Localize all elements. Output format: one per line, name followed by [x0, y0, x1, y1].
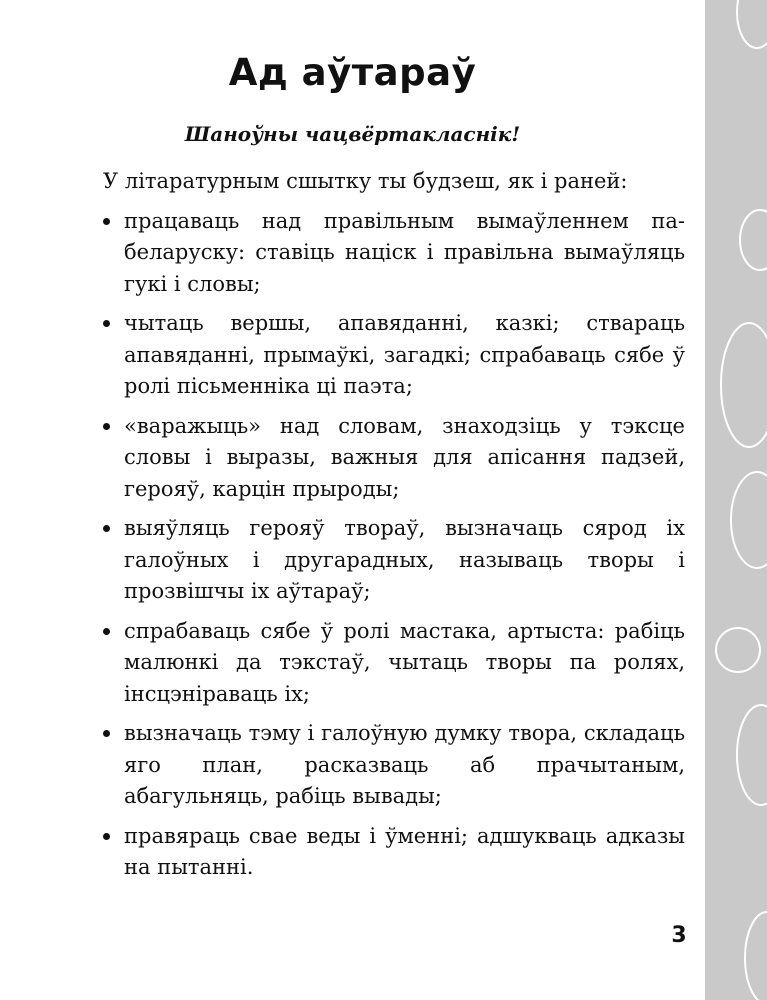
bubble-shape — [745, 912, 767, 1000]
list-item — [103, 411, 685, 506]
bullet-icon — [103, 628, 110, 635]
list-item — [103, 616, 685, 711]
intro-text: У літаратурным сшытку ты будзеш, як і раней: — [103, 169, 628, 193]
bubble-shape — [716, 628, 760, 672]
bubble-shape — [740, 210, 767, 270]
bullet-icon — [103, 730, 110, 737]
page-number: 3 — [671, 923, 687, 948]
bubble-shape — [737, 0, 767, 48]
skills-list — [103, 206, 685, 884]
bullet-icon — [103, 320, 110, 327]
list-item-text: спрабаваць сябе ў ролі мастака, артыста: рабіць малюнкі да тэкстаў, чытаць творы па ролях, інсцэніраваць іх; — [124, 618, 685, 706]
list-item — [103, 513, 685, 608]
bubbles-decoration — [705, 0, 767, 1000]
bubble-shape — [731, 472, 767, 568]
list-item-text: працаваць над правільным вымаўленнем па-беларуску: ставіць націск і правільна вымаўляць гукі і словы; — [124, 208, 685, 296]
page-title: Ад аўтараў — [228, 51, 477, 94]
list-item-text: выяўляць герояў твораў, вызначаць сярод іх галоўных і другарадных, называць творы і прозвішчы іх аўтараў; — [124, 516, 685, 603]
bullet-icon — [103, 833, 110, 840]
list-item-text: чытаць вершы, апавяданні, казкі; ствараць апавяданні, прымаўкі, загадкі; спрабаваць сябе ў ролі пісьменніка ці паэта; — [124, 311, 685, 398]
list-item — [103, 718, 685, 813]
list-item — [103, 308, 685, 403]
bullet-icon — [103, 525, 110, 532]
greeting: Шаноўны чацвёртакласнік! — [184, 122, 521, 146]
list-item-text: «варажыць» над словам, знаходзіць у тэксце словы і выразы, важныя для апісання падзей, герояў, карцін прыроды; — [124, 413, 685, 501]
list-item — [103, 821, 685, 884]
bullet-icon — [103, 423, 110, 430]
list-item — [103, 206, 685, 301]
bubble-shape — [737, 705, 767, 805]
list-item-text: правяраць свае веды і ўменні; адшукваць адказы на пытанні. — [124, 823, 685, 879]
decorative-side-strip — [705, 0, 767, 1000]
main-content — [103, 166, 685, 892]
bubble-shape — [721, 323, 767, 447]
list-item-text: вызначаць тэму і галоўную думку твора, складаць яго план, расказваць аб прачытаным, абагульняць, рабіць вывады; — [124, 721, 685, 808]
bullet-icon — [103, 218, 110, 225]
